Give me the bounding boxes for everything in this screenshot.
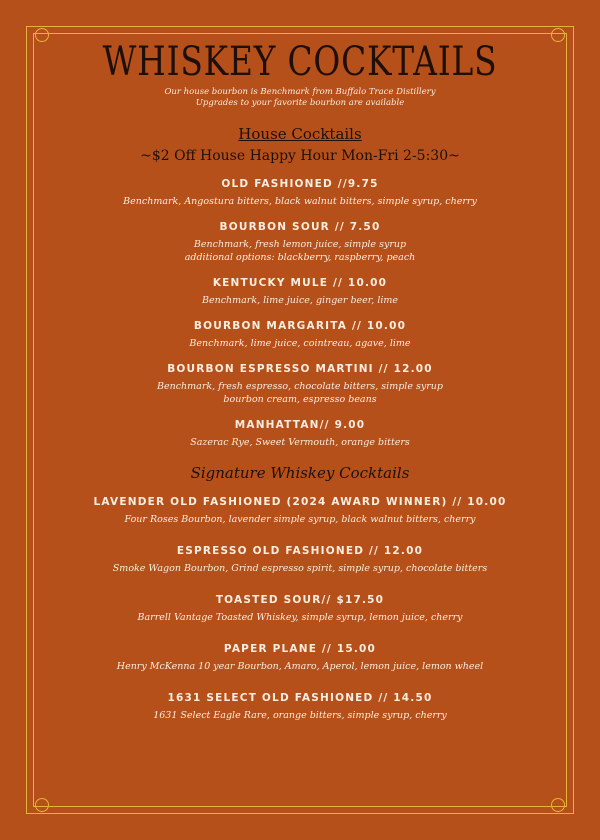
item-description: Barrell Vantage Toasted Whiskey, simple syrup, lemon juice, cherry: [137, 612, 463, 623]
item-name: 1631 SELECT OLD FASHIONED // 14.50: [167, 692, 433, 704]
menu-item-bourbon-espresso-martini: [40, 362, 560, 406]
item-description: [40, 238, 560, 264]
item-name: ESPRESSO OLD FASHIONED // 12.00: [176, 545, 424, 557]
signature-cocktail-list: [40, 495, 560, 722]
menu-item-bourbon-margarita: [40, 319, 560, 350]
menu-item-bourbon-sour: [40, 220, 560, 264]
item-description: Sazerac Rye, Sweet Vermouth, orange bitters: [190, 437, 410, 448]
menu-item-espresso-old-fashioned: [40, 544, 560, 575]
item-name: BOURBON ESPRESSO MARTINI // 12.00: [167, 363, 433, 375]
menu-content: [40, 36, 560, 722]
item-description-line: additional options: blackberry, raspberry, peach: [184, 252, 416, 263]
item-description: Henry McKenna 10 year Bourbon, Amaro, Aperol, lemon juice, lemon wheel: [116, 661, 484, 672]
menu-item-old-fashioned: [40, 177, 560, 208]
intro-line: Upgrades to your favorite bourbon are available: [195, 98, 405, 108]
item-description-line: Benchmark, fresh espresso, chocolate bitters, simple syrup: [157, 381, 443, 392]
item-description: Smoke Wagon Bourbon, Grind espresso spirit, simple syrup, chocolate bitters: [112, 563, 488, 574]
happy-hour-note: ~$2 Off House Happy Hour Mon-Fri 2-5:30~: [140, 148, 460, 164]
menu-item-1631-select-old-fashioned: [40, 691, 560, 722]
item-name: KENTUCKY MULE // 10.00: [212, 277, 388, 289]
menu-title: WHISKEY COCKTAILS: [102, 39, 498, 85]
item-name: BOURBON SOUR // 7.50: [219, 221, 381, 233]
intro-text: [40, 87, 560, 109]
menu-item-kentucky-mule: [40, 276, 560, 307]
section-heading-signature: Signature Whiskey Cocktails: [190, 464, 410, 482]
corner-flourish-bottom-right: [551, 798, 565, 812]
item-name: OLD FASHIONED //9.75: [221, 178, 379, 190]
menu-item-paper-plane: [40, 642, 560, 673]
item-description-line: bourbon cream, espresso beans: [223, 394, 377, 405]
corner-flourish-bottom-left: [35, 798, 49, 812]
item-description: [40, 380, 560, 406]
house-cocktail-list: [40, 177, 560, 449]
menu-item-lavender-old-fashioned: [40, 495, 560, 526]
item-description: Benchmark, lime juice, ginger beer, lime: [201, 295, 399, 306]
menu-item-toasted-sour: [40, 593, 560, 624]
item-description: Four Roses Bourbon, lavender simple syrup, black walnut bitters, cherry: [124, 514, 476, 525]
menu-item-manhattan: [40, 418, 560, 449]
item-name: LAVENDER OLD FASHIONED (2024 AWARD WINNER) // 10.00: [93, 496, 507, 508]
item-name: PAPER PLANE // 15.00: [223, 643, 377, 655]
item-name: BOURBON MARGARITA // 10.00: [193, 320, 407, 332]
item-description: Benchmark, Angostura bitters, black walnut bitters, simple syrup, cherry: [123, 196, 477, 207]
intro-line: Our house bourbon is Benchmark from Buffalo Trace Distillery: [164, 87, 436, 97]
section-heading-house: House Cocktails: [238, 125, 362, 143]
item-name: TOASTED SOUR// $17.50: [215, 594, 385, 606]
item-name: MANHATTAN// 9.00: [234, 419, 366, 431]
item-description: 1631 Select Eagle Rare, orange bitters, simple syrup, cherry: [153, 710, 447, 721]
item-description-line: Benchmark, fresh lemon juice, simple syrup: [193, 239, 407, 250]
item-description: Benchmark, lime juice, cointreau, agave, lime: [189, 338, 411, 349]
